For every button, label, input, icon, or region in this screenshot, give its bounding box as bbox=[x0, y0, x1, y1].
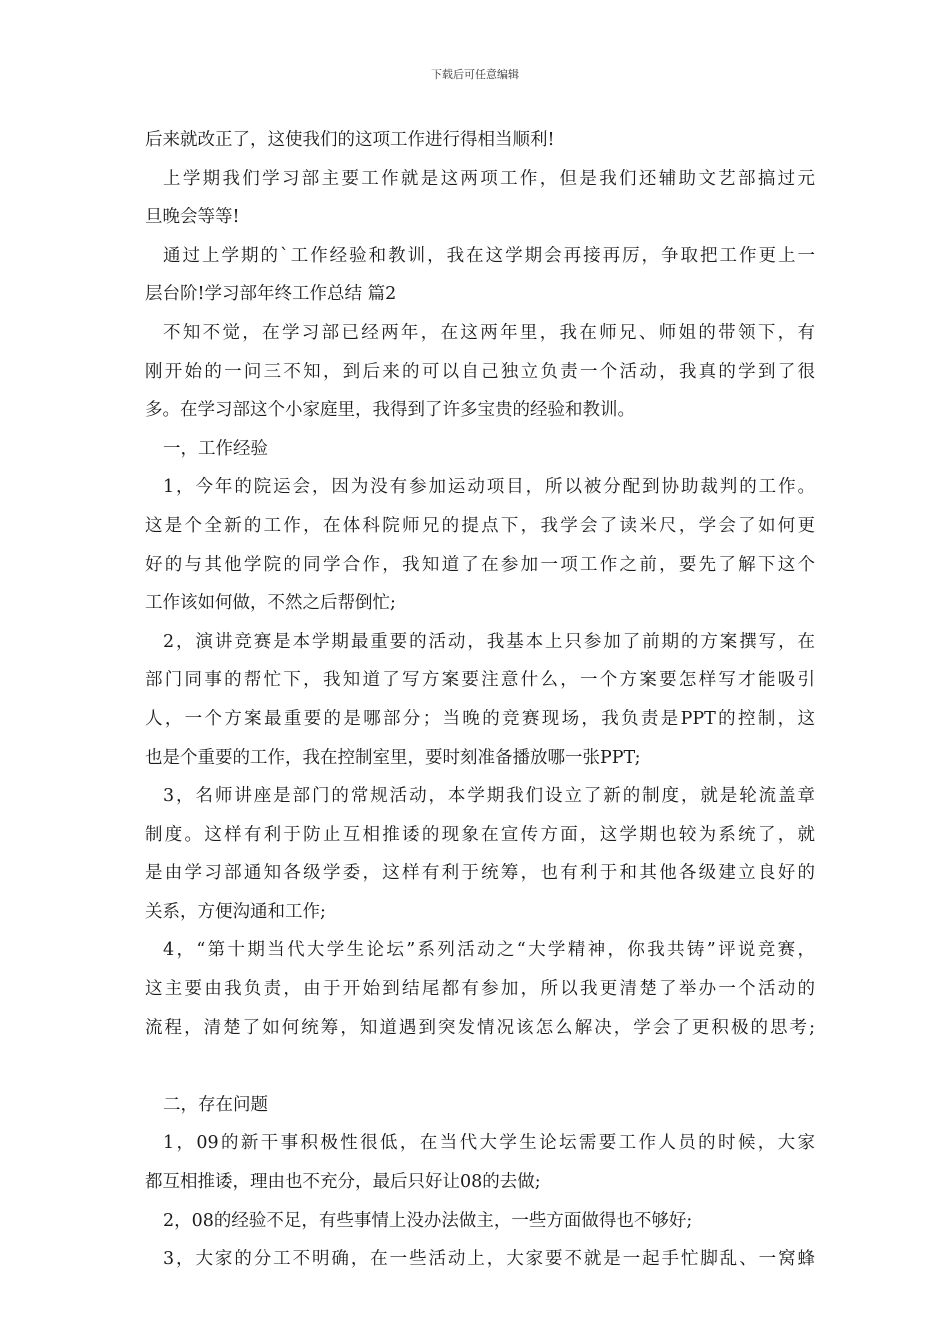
text-line: 二，存在问题 bbox=[163, 1094, 268, 1115]
text-line: 1，今年的院运会，因为没有参加运动项目，所以被分配到协助裁判的工作。 bbox=[163, 477, 815, 498]
text-line: 1，09的新干事积极性很低，在当代大学生论坛需要工作人员的时候，大家 bbox=[163, 1133, 815, 1154]
text-line: 上学期我们学习部主要工作就是这两项工作，但是我们还辅助文艺部搞过元 bbox=[163, 168, 815, 189]
text-line: 是由学习部通知各级学委，这样有利于统筹，也有利于和其他各级建立良好的 bbox=[145, 863, 815, 884]
text-line: 多。在学习部这个小家庭里，我得到了许多宝贵的经验和教训。 bbox=[145, 400, 635, 421]
text-line: 这是个全新的工作，在体科院师兄的提点下，我学会了读米尺，学会了如何更 bbox=[145, 515, 815, 536]
text-line: 3，大家的分工不明确，在一些活动上，大家要不就是一起手忙脚乱、一窝蜂 bbox=[163, 1249, 815, 1270]
page-header: 下载后可任意编辑 bbox=[431, 68, 519, 81]
text-line: 制度。这样有利于防止互相推诿的现象在宣传方面，这学期也较为系统了，就 bbox=[145, 824, 815, 845]
text-line: 层台阶!学习部年终工作总结 篇2 bbox=[145, 284, 397, 305]
text-line: 3，名师讲座是部门的常规活动，本学期我们设立了新的制度，就是轮流盖章 bbox=[163, 786, 815, 807]
text-line: 流程，清楚了如何统筹，知道遇到突发情况该怎么解决，学会了更积极的思考; bbox=[145, 1017, 815, 1038]
text-line: 也是个重要的工作，我在控制室里，要时刻准备播放哪一张PPT; bbox=[145, 747, 641, 768]
text-line: 人，一个方案最重要的是哪部分；当晚的竞赛现场，我负责是PPT的控制，这 bbox=[145, 708, 815, 729]
document-body bbox=[145, 121, 815, 1279]
text-line: 通过上学期的`工作经验和教训，我在这学期会再接再厉，争取把工作更上一 bbox=[163, 245, 815, 266]
blank-line bbox=[145, 1047, 815, 1086]
text-line: 2，08的经验不足，有些事情上没办法做主，一些方面做得也不够好; bbox=[163, 1210, 693, 1231]
text-line: 这主要由我负责，由于开始到结尾都有参加，所以我更清楚了举办一个活动的 bbox=[145, 979, 815, 1000]
text-line: 2，演讲竞赛是本学期最重要的活动，我基本上只参加了前期的方案撰写，在 bbox=[163, 631, 815, 652]
text-line: 不知不觉，在学习部已经两年，在这两年里，我在师兄、师姐的带领下，有 bbox=[163, 322, 815, 343]
text-line: 后来就改正了，这使我们的这项工作进行得相当顺利! bbox=[145, 130, 555, 150]
text-line: 工作该如何做，不然之后帮倒忙; bbox=[145, 593, 396, 614]
text-line: 都互相推诿，理由也不充分，最后只好让08的去做; bbox=[145, 1172, 541, 1193]
text-line: 旦晚会等等! bbox=[145, 207, 240, 228]
text-line: 部门同事的帮忙下，我知道了写方案要注意什么，一个方案要怎样写才能吸引 bbox=[145, 670, 815, 691]
text-line: 关系，方便沟通和工作; bbox=[145, 901, 326, 922]
text-line: 4，“第十期当代大学生论坛”系列活动之“大学精神，你我共铸”评说竞赛， bbox=[163, 940, 815, 961]
text-line: 好的与其他学院的同学合作，我知道了在参加一项工作之前，要先了解下这个 bbox=[145, 554, 815, 575]
text-line: 刚开始的一问三不知，到后来的可以自己独立负责一个活动，我真的学到了很 bbox=[145, 361, 815, 382]
text-line: 一，工作经验 bbox=[163, 438, 268, 459]
